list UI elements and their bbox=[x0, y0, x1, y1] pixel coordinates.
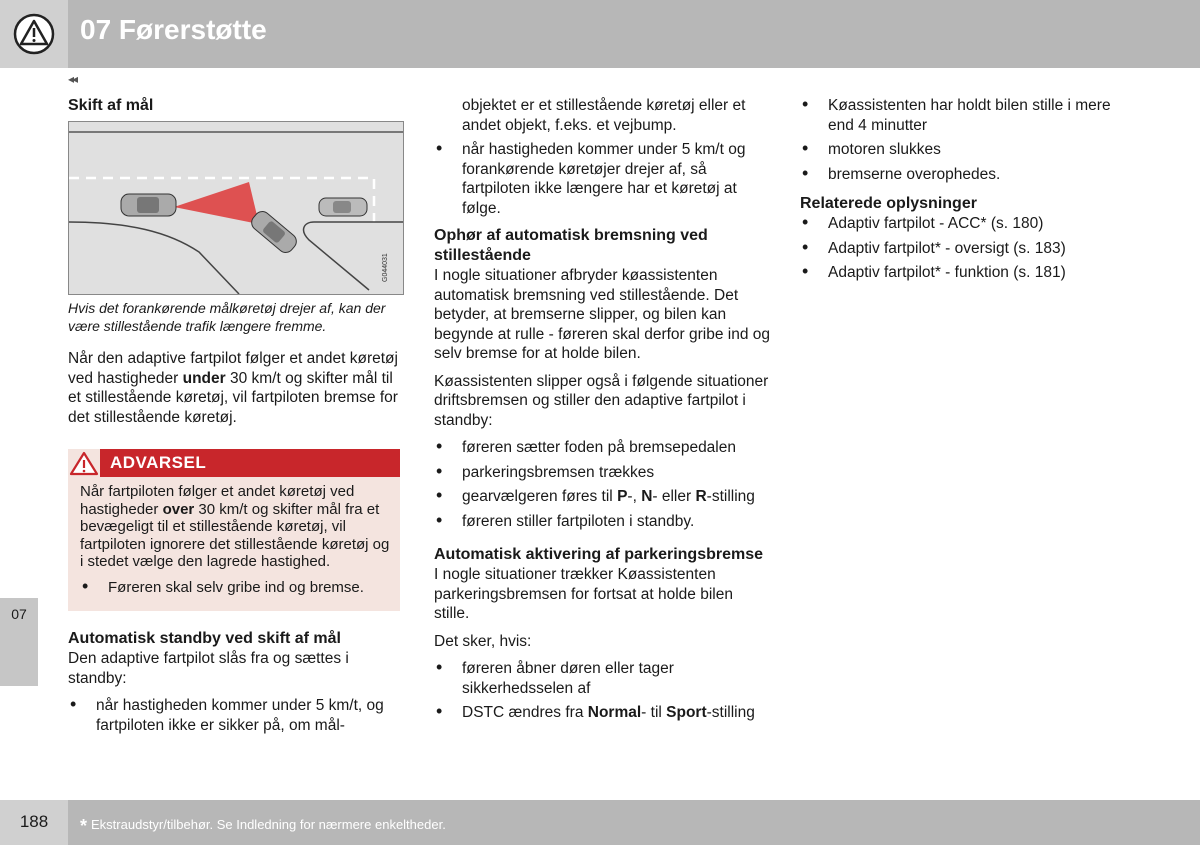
list-item: • gearvælgeren føres til P-, N- eller R-stilling bbox=[434, 487, 772, 507]
list-item: • DSTC ændres fra Normal- til Sport-stilling bbox=[434, 703, 772, 723]
warning-header bbox=[68, 449, 400, 477]
list-item: • bremserne overophedes. bbox=[800, 165, 1140, 185]
list-item: • når hastigheden kommer under 5 km/t og forankørende køretøjer drejer af, så fartpiloten ikke længere har et køretøj at følge. bbox=[434, 140, 772, 218]
column-1 bbox=[68, 96, 402, 743]
paragraph-ophor: I nogle situationer afbryder køassistenten automatisk bremsning ved stillestående. Det betyder, at bremserne slipper, og bilen kan begynde at rulle - føreren skal derfor gribe ind og selv bremse for at holde bilen. bbox=[434, 267, 771, 362]
stationary-car-icon bbox=[319, 198, 367, 216]
footnote-star: * bbox=[80, 816, 88, 836]
list-item: • Køassistenten har holdt bilen stille i mere end 4 minutter bbox=[800, 96, 1140, 135]
bullet-continuation: objektet er et stillestående køretøj eller et andet objekt, f.eks. et vejbump. bbox=[462, 97, 746, 134]
list-item: • føreren stiller fartpiloten i standby. bbox=[434, 512, 772, 532]
paragraph-situations: Køassistenten slipper også i følgende situationer driftsbremsen og stiller den adaptive fartpilot i standby: bbox=[434, 372, 769, 429]
related-link[interactable]: • Adaptiv fartpilot - ACC* (s. 180) bbox=[800, 214, 1140, 234]
section-heading-parking: Automatisk aktivering af parkeringsbremse bbox=[434, 546, 764, 563]
warning-box bbox=[68, 449, 400, 611]
road-diagram bbox=[69, 122, 403, 294]
column-2 bbox=[434, 96, 772, 731]
figure-code: G044031 bbox=[382, 253, 389, 282]
warning-title: ADVARSEL bbox=[110, 453, 207, 472]
paragraph-parking: I nogle situationer trækker Køassistenten parkeringsbremsen for fortsat at holde bilen stille. bbox=[434, 566, 733, 622]
related-link[interactable]: • Adaptiv fartpilot* - oversigt (s. 183) bbox=[800, 239, 1140, 259]
section-heading-ophor: Ophør af automatisk bremsning ved stillestående bbox=[434, 227, 708, 264]
traffic-illustration bbox=[68, 121, 404, 295]
list-item: • føreren sætter foden på bremsepedalen bbox=[434, 438, 772, 458]
section-heading-skift: Skift af mål bbox=[68, 97, 154, 114]
paragraph-standby: Den adaptive fartpilot slås fra og sættes i standby: bbox=[68, 650, 349, 687]
related-link[interactable]: • Adaptiv fartpilot* - funktion (s. 181) bbox=[800, 263, 1140, 283]
chapter-title: 07 Førerstøtte bbox=[80, 14, 267, 45]
paragraph-skift: Når den adaptive fartpilot følger et andet køretøj ved hastigheder under 30 km/t og skifter mål til et stillestående køretøj, vil fartpiloten bremse for det stillestående køretøj. bbox=[68, 350, 398, 426]
list-item: • parkeringsbremsen trækkes bbox=[434, 463, 772, 483]
page-number-box bbox=[0, 800, 68, 845]
chapter-side-tab bbox=[0, 598, 38, 686]
list-item: • føreren åbner døren eller tager sikkerhedsselen af bbox=[434, 659, 772, 698]
side-tab-label: 07 bbox=[11, 606, 27, 622]
figure-caption: Hvis det forankørende målkøretøj drejer af, kan der være stillestående trafik længere fremme. bbox=[68, 300, 386, 334]
host-car-icon bbox=[121, 194, 176, 216]
list-item: • motoren slukkes bbox=[800, 140, 1140, 160]
warning-triangle-icon bbox=[13, 13, 55, 55]
warning-body: Når fartpiloten følger et andet køretøj ved hastigheder over 30 km/t og skifter mål fra et bevægeligt til et stillestående køretøj, vil fartpiloten ignorere det stillestående køretøj og i stedet vælge den lagrede hastighed. • Føreren skal selv gribe ind og bremse. bbox=[68, 477, 400, 611]
warning-icon bbox=[68, 449, 100, 477]
page-number: 188 bbox=[19, 812, 49, 831]
list-item: • når hastigheden kommer under 5 km/t, og fartpiloten ikke er sikker på, om mål- bbox=[68, 696, 402, 735]
section-heading-standby: Automatisk standby ved skift af mål bbox=[68, 630, 341, 647]
footnote: * Ekstraudstyr/tilbehør. Se Indledning for nærmere enkeltheder. bbox=[80, 816, 446, 836]
column-3 bbox=[800, 96, 1140, 291]
header-icon-box bbox=[0, 0, 68, 68]
back-nav-icon[interactable]: ◂◂ bbox=[68, 72, 77, 86]
paragraph-conditions: Det sker, hvis: bbox=[434, 632, 532, 650]
warning-bullet: • Føreren skal selv gribe ind og bremse. bbox=[80, 579, 390, 597]
related-info-heading: Relaterede oplysninger bbox=[800, 195, 977, 212]
